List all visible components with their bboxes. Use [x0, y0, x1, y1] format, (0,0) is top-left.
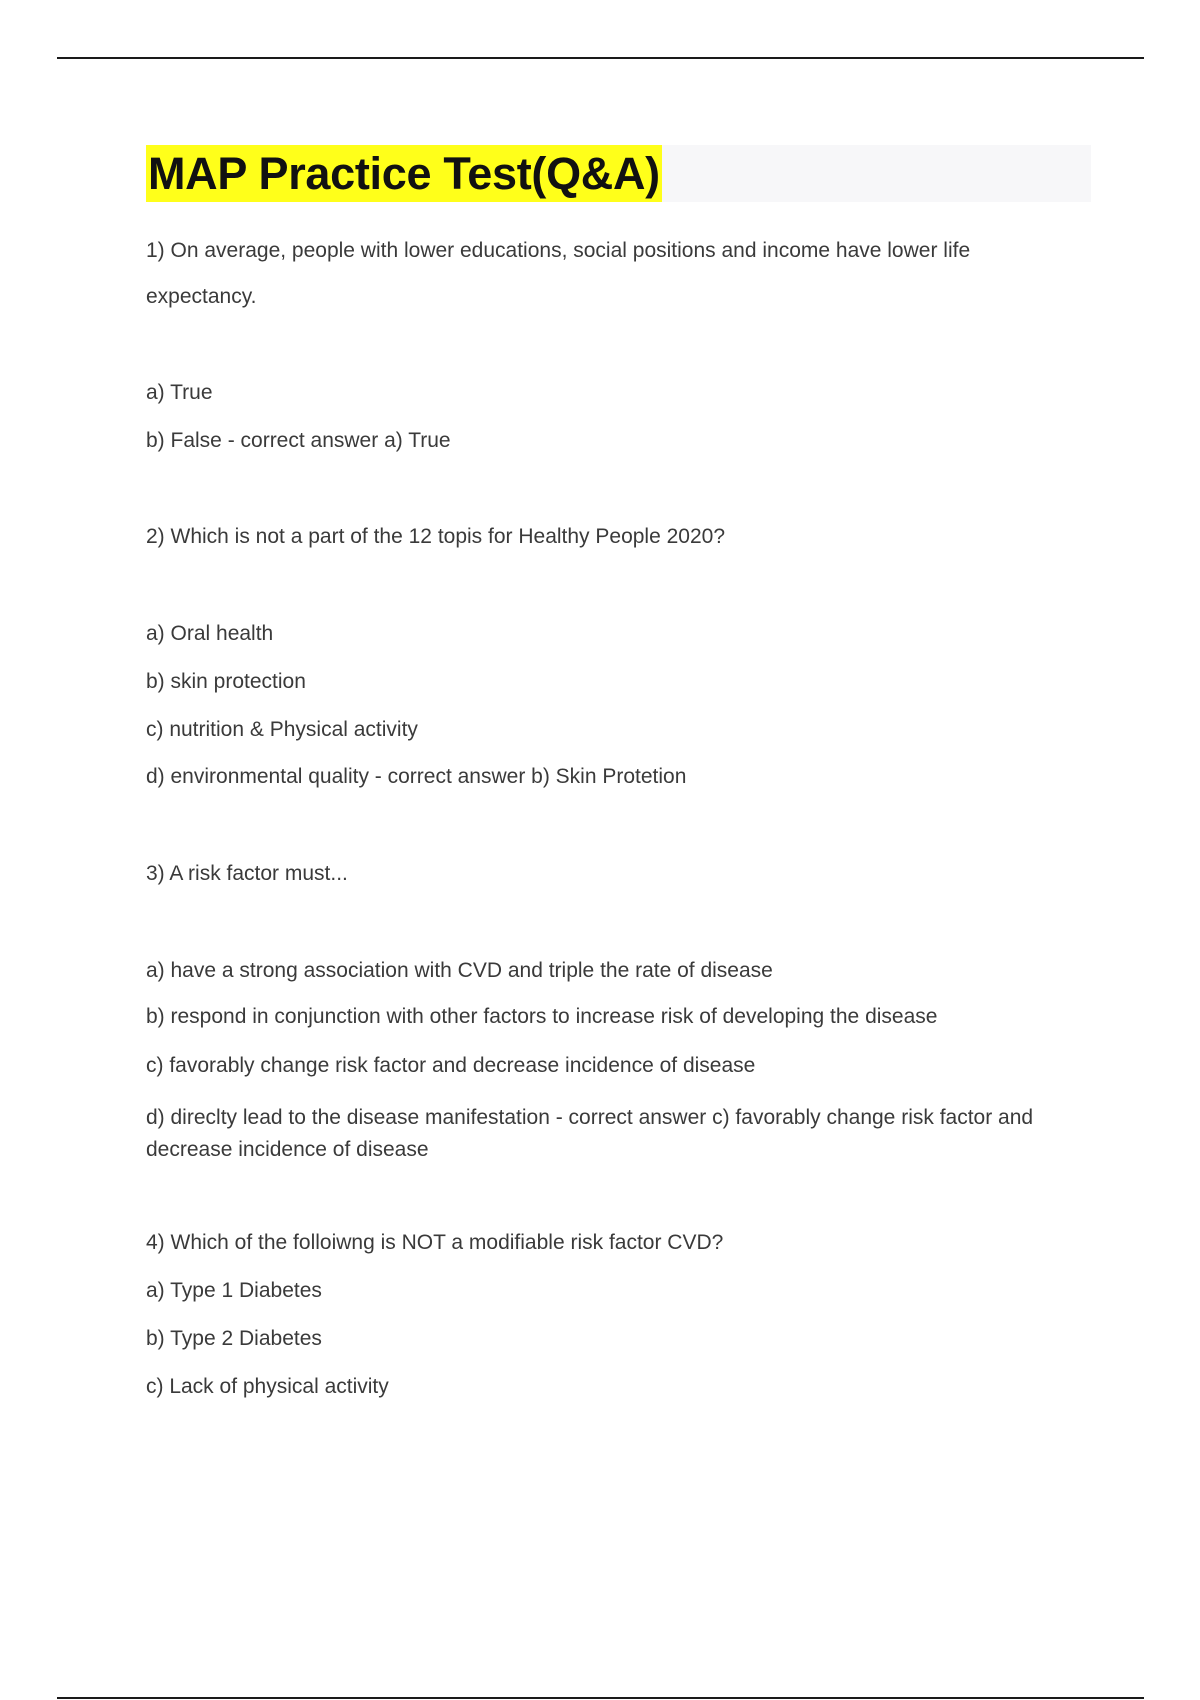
question-4-option-a: a) Type 1 Diabetes	[146, 1279, 322, 1302]
document-body	[146, 145, 1091, 1400]
question-3-option-d: d) direclty lead to the disease manifestation - correct answer c) favorably change risk factor and decrease incidence of disease	[146, 1106, 1034, 1161]
question-3-option-b: b) respond in conjunction with other factors to increase risk of developing the disease	[146, 1005, 938, 1028]
question-1-prompt-line-1: 1) On average, people with lower educations, social positions and income have lower life	[146, 239, 971, 262]
question-2-option-d: d) environmental quality - correct answer b) Skin Protetion	[146, 765, 687, 788]
question-1-option-b: b) False - correct answer a) True	[146, 429, 451, 452]
title-band	[146, 145, 1091, 202]
question-4-option-b: b) Type 2 Diabetes	[146, 1327, 322, 1350]
question-2-option-c: c) nutrition & Physical activity	[146, 718, 418, 741]
question-2-option-a: a) Oral health	[146, 622, 274, 645]
question-4-option-c: c) Lack of physical activity	[146, 1375, 389, 1398]
document-title: MAP Practice Test(Q&A)	[146, 145, 662, 202]
question-3-option-a: a) have a strong association with CVD and triple the rate of disease	[146, 959, 773, 982]
question-3-option-c: c) favorably change risk factor and decrease incidence of disease	[146, 1054, 756, 1077]
question-2-option-b: b) skin protection	[146, 670, 306, 693]
question-1-option-a: a) True	[146, 381, 213, 404]
header-rule	[57, 57, 1144, 59]
question-2-prompt: 2) Which is not a part of the 12 topis for Healthy People 2020?	[146, 525, 726, 548]
question-4-prompt: 4) Which of the folloiwng is NOT a modifiable risk factor CVD?	[146, 1231, 724, 1254]
question-3-prompt: 3) A risk factor must...	[146, 862, 348, 885]
footer-rule	[57, 1697, 1144, 1699]
question-1-prompt-line-2: expectancy.	[146, 285, 257, 308]
